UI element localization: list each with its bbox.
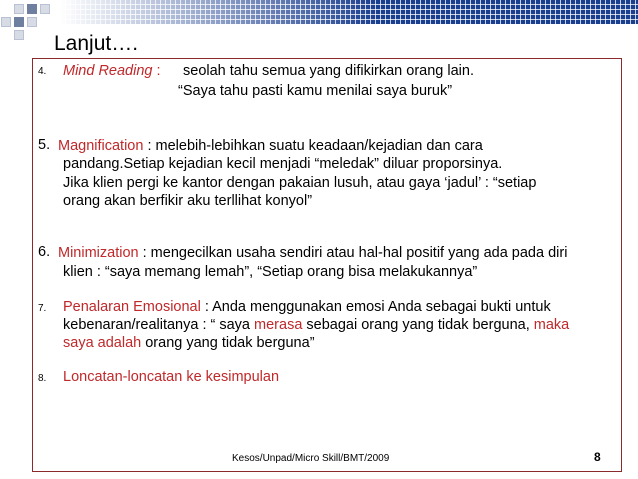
item-5-line-2: pandang.Setiap kejadian kecil menjadi “meledak” diluar proporsinya. [63, 156, 503, 172]
item-6-term: Minimization [58, 245, 139, 261]
item-8-term: Loncatan-loncatan ke kesimpulan [63, 369, 280, 385]
item-4-definition: seolah tahu semua yang difikirkan orang lain. [183, 63, 474, 79]
item-6-text: : mengecilkan usaha sendiri atau hal-hal positif yang ada pada diri [138, 245, 568, 261]
item-7-emphasis: merasa [254, 317, 303, 333]
page-number: 8 [594, 450, 601, 464]
item-number: 8. [38, 373, 47, 384]
item-number: 4. [38, 66, 47, 77]
item-7-emphasis: maka [533, 317, 570, 333]
slide-title: Lanjut…. [54, 32, 139, 55]
item-7-text: sebagai orang yang tidak berguna, [302, 317, 534, 333]
item-number: 6. [38, 244, 51, 260]
decor-square [14, 4, 24, 14]
item-number: 5. [38, 137, 51, 153]
item-5-text: : melebih-lebihkan suatu keadaan/kejadian dan cara [143, 138, 483, 154]
item-6-line-1 [58, 244, 567, 262]
decor-square [40, 4, 50, 14]
item-6-line-2: klien : “saya memang lemah”, “Setiap orang bisa melakukannya” [63, 264, 478, 280]
decor-square [14, 17, 24, 27]
item-4-sep: : [152, 63, 161, 79]
item-7-term: Penalaran Emosional [63, 299, 201, 315]
item-number: 7. [38, 303, 47, 314]
item-7-text: orang yang tidak berguna” [141, 335, 315, 351]
decor-square [1, 17, 11, 27]
item-4-line-1 [63, 62, 161, 80]
item-4-example: “Saya tahu pasti kamu menilai saya buruk” [178, 83, 453, 99]
decor-square [27, 4, 37, 14]
header-band-fade [60, 0, 638, 24]
item-7-line-1 [63, 298, 551, 316]
decor-square [14, 30, 24, 40]
item-7-line-3 [63, 334, 315, 352]
item-7-line-2 [63, 316, 569, 334]
footer-text: Kesos/Unpad/Micro Skill/BMT/2009 [232, 453, 390, 464]
item-7-emphasis: saya adalah [63, 335, 142, 351]
item-4-term: Mind Reading [63, 63, 153, 79]
item-5-line-4: orang akan berfikir aku terllihat konyol” [63, 193, 313, 209]
item-7-text: : Anda menggunakan emosi Anda sebagai bukti untuk [200, 299, 551, 315]
item-5-term: Magnification [58, 138, 144, 154]
item-7-text: kebenaran/realitanya : “ saya [63, 317, 255, 333]
item-5-line-1 [58, 137, 483, 155]
decor-square [27, 17, 37, 27]
item-5-line-3: Jika klien pergi ke kantor dengan pakaian lusuh, atau gaya ‘jadul’ : “setiap [63, 175, 537, 191]
